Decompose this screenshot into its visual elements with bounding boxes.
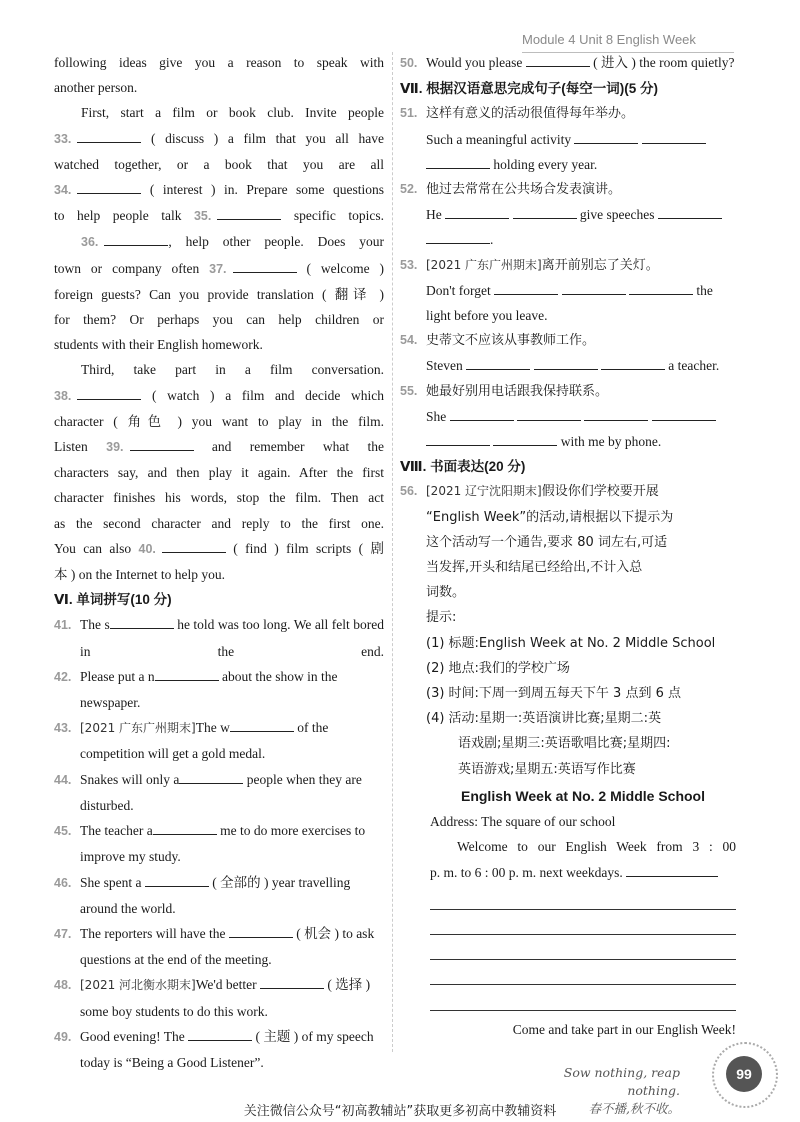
- passage-line: foreign guests? Can you provide translation ( 翻译 ): [54, 286, 384, 302]
- question-42: 42. Please put a n about the show in the newspaper.: [54, 664, 384, 715]
- writing-line[interactable]: [626, 862, 718, 877]
- passage-line: Third, take part in a film conversation.: [81, 362, 384, 378]
- motto-english: Sow nothing, reap nothing.: [563, 1065, 680, 1098]
- passage-line: 34. ( interest ) in. Prepare some questions: [54, 177, 384, 203]
- answer-blank[interactable]: [130, 436, 194, 451]
- intro-line: following ideas give you a reason to speak with: [54, 55, 384, 70]
- hint-item: (1) 标题:English Week at No. 2 Middle School: [426, 635, 716, 651]
- passage-line: watched together, or a book that you are all: [54, 156, 384, 172]
- passage-line: First, start a film or book club. Invite people: [81, 105, 384, 121]
- essay: [400, 784, 736, 1042]
- running-header: Module 4 Unit 8 English Week: [522, 32, 734, 53]
- essay-closing: Come and take part in our English Week!: [512, 1021, 736, 1037]
- hint-label: 提示:: [426, 610, 457, 626]
- hint-item: (2) 地点:我们的学校广场: [426, 660, 570, 676]
- writing-line[interactable]: [430, 885, 736, 910]
- question-53: 53. [2021 广东广州期末]离开前别忘了关灯。 Don't forget the light before you leave.: [400, 257, 713, 324]
- writing-line[interactable]: [430, 935, 736, 960]
- hint-item: (3) 时间:下周一到周五每天下午 3 点到 6 点: [426, 686, 681, 702]
- hint-item: 英语游戏;星期五:英语写作比赛: [458, 761, 636, 777]
- question-45: 45. The teacher a me to do more exercises to improve my study.: [54, 818, 384, 869]
- question-52: 52. 他过去常常在公共场合发表演讲。 He give speeches .: [400, 177, 736, 253]
- answer-blank[interactable]: [652, 406, 716, 421]
- passage-line: characters say, and then play it again. After the first: [54, 465, 384, 481]
- answer-blank[interactable]: [104, 231, 168, 246]
- section-heading: Ⅶ. 根据汉语意思完成句子(每空一词)(5 分): [400, 81, 658, 97]
- question-56: 56. [2021 辽宁沈阳期末]假设你们学校要开展 “English Week”的活动,请根据以下提示为 这个活动写一个通告,要求 80 词左右,可适 当发挥,开头和结尾已经给出,不计入总 词数。 提示: (1) 标题:English Week at No. 2 Middle School (2) 地点:我们的学校广场 (3) 时间:下周一到周五每天下午 3 点到 6 点 (4) 活动:星期一:英语演讲比赛;星期二:英 语戏剧;星期三:英语歌唱比赛;星期四: 英语游戏;星期五:英语写作比赛: [400, 479, 736, 781]
- answer-blank[interactable]: [426, 154, 490, 169]
- section-heading: Ⅷ. 书面表达(20 分): [400, 459, 526, 475]
- passage-line: for them? Or perhaps you can help children or: [54, 312, 384, 328]
- answer-blank[interactable]: [658, 204, 722, 219]
- answer-blank[interactable]: [145, 872, 209, 887]
- question-41: 41. The s he told was too long. We all felt bored in the end.: [54, 612, 384, 663]
- passage-line: town or company often 37. ( welcome ): [54, 256, 384, 282]
- question-49: 49. Good evening! The ( 主题 ) of my speech today is “Being a Good Listener”.: [54, 1024, 384, 1075]
- answer-blank[interactable]: [574, 129, 638, 144]
- answer-blank[interactable]: [426, 431, 490, 446]
- answer-blank[interactable]: [188, 1026, 252, 1041]
- passage-line: 38. ( watch ) a film and decide which: [54, 383, 384, 409]
- motto-chinese: 春不播,秋不收。: [588, 1101, 680, 1116]
- left-column: [54, 50, 384, 1075]
- answer-blank[interactable]: [77, 179, 141, 194]
- answer-blank[interactable]: [179, 769, 243, 784]
- answer-blank[interactable]: [513, 204, 577, 219]
- passage-line: 33. ( discuss ) a film that you all have: [54, 126, 384, 152]
- essay-address: Address: The square of our school: [430, 814, 616, 830]
- answer-blank[interactable]: [229, 923, 293, 938]
- answer-blank[interactable]: [155, 666, 219, 681]
- question-55: 55. 她最好别用电话跟我保持联系。 She with me by phone.: [400, 379, 736, 455]
- question-51: 51. 这样有意义的活动很值得每年举办。 Such a meaningful activity holding every year.: [400, 101, 736, 177]
- passage-line: You can also 40. ( find ) film scripts ( 剧: [54, 536, 384, 562]
- passage-line: character ( 角色 ) you want to play in the film.: [54, 413, 384, 429]
- question-43: 43. [2021 广东广州期末]The w of the competition will get a gold medal.: [54, 715, 384, 766]
- essay-opening: Welcome to our English Week from 3 : 00: [457, 839, 736, 855]
- section-heading: Ⅵ. 单词拼写(10 分): [54, 592, 172, 608]
- answer-blank[interactable]: [642, 129, 706, 144]
- footer-note: 关注微信公众号“初高教辅站”获取更多初高中教辅资料: [243, 1104, 557, 1119]
- answer-blank[interactable]: [260, 974, 324, 989]
- question-47: 47. The reporters will have the ( 机会 ) to ask questions at the end of the meeting.: [54, 921, 384, 972]
- essay-opening: p. m. to 6 : 00 p. m. next weekdays.: [430, 860, 736, 885]
- question-54: 54. 史蒂文不应该从事教师工作。 Steven a teacher.: [400, 333, 720, 374]
- answer-blank[interactable]: [584, 406, 648, 421]
- writing-line[interactable]: [430, 960, 736, 985]
- answer-blank[interactable]: [493, 431, 557, 446]
- answer-blank[interactable]: [526, 52, 590, 67]
- answer-blank[interactable]: [233, 258, 297, 273]
- answer-blank[interactable]: [517, 406, 581, 421]
- answer-blank[interactable]: [426, 229, 490, 244]
- passage-line: as the second character and reply to the first one.: [54, 515, 384, 531]
- question-48: 48. [2021 河北衡水期末]We'd better ( 选择 ) some boy students to do this work.: [54, 972, 384, 1023]
- answer-blank[interactable]: [445, 204, 509, 219]
- writing-line[interactable]: [430, 985, 736, 1010]
- right-column: [400, 50, 736, 1042]
- answer-blank[interactable]: [601, 355, 665, 370]
- intro-line: another person.: [54, 80, 138, 96]
- column-divider: [392, 52, 393, 1052]
- passage-line: 本 ) on the Internet to help you.: [54, 567, 225, 583]
- passage-line: students with their English homework.: [54, 337, 263, 353]
- question-44: 44. Snakes will only a people when they are disturbed.: [54, 767, 384, 818]
- passage-line: character finishes his words, stop the film. Then act: [54, 490, 384, 506]
- answer-blank[interactable]: [534, 355, 598, 370]
- answer-blank[interactable]: [230, 717, 294, 732]
- page-number: 99: [726, 1056, 762, 1092]
- passage-line: to help people talk 35. specific topics.: [54, 203, 384, 229]
- answer-blank[interactable]: [162, 538, 226, 553]
- answer-blank[interactable]: [217, 205, 281, 220]
- answer-blank[interactable]: [110, 614, 174, 629]
- answer-blank[interactable]: [450, 406, 514, 421]
- writing-line[interactable]: [430, 910, 736, 935]
- answer-blank[interactable]: [77, 385, 141, 400]
- answer-blank[interactable]: [153, 820, 217, 835]
- answer-blank[interactable]: [629, 280, 693, 295]
- passage-line: Listen 39. and remember what the: [54, 434, 384, 460]
- question-50: 50. Would you please ( 进入 ) the room quietly?: [400, 50, 736, 76]
- answer-blank[interactable]: [494, 280, 558, 295]
- answer-blank[interactable]: [466, 355, 530, 370]
- hint-item: (4) 活动:星期一:英语演讲比赛;星期二:英: [426, 711, 662, 727]
- passage-line: 36. , help other people. Does your: [54, 229, 384, 255]
- hint-item: 语戏剧;星期三:英语歌唱比赛;星期四:: [458, 736, 671, 752]
- essay-title: English Week at No. 2 Middle School: [460, 787, 705, 804]
- answer-blank[interactable]: [77, 128, 141, 143]
- answer-blank[interactable]: [562, 280, 626, 295]
- question-46: 46. She spent a ( 全部的 ) year travelling around the world.: [54, 870, 384, 921]
